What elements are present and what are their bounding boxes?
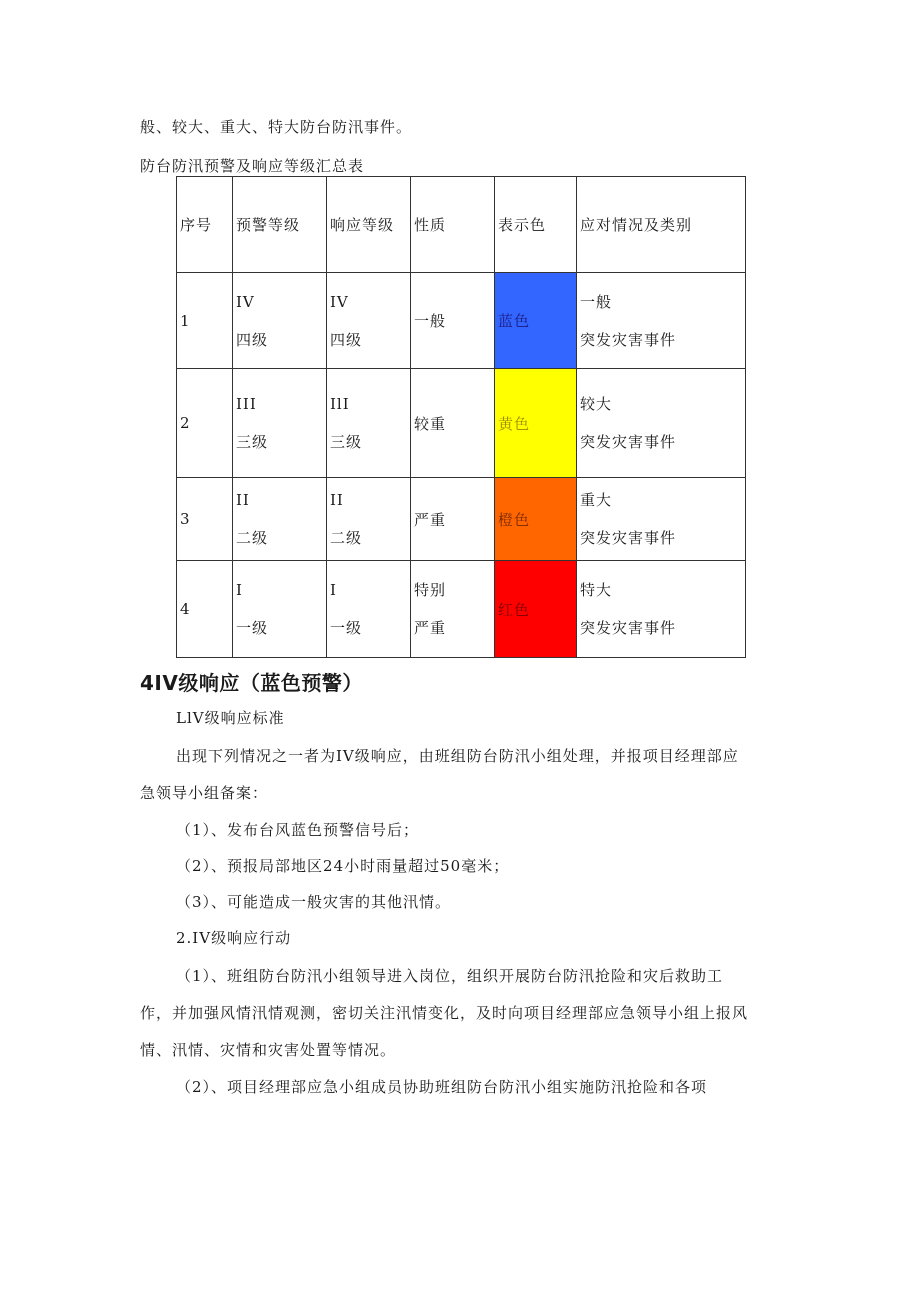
row-situation (577, 369, 746, 478)
row-response-level (327, 561, 411, 658)
response-roman: IV (330, 292, 349, 311)
header-response-level: 响应等级 (327, 177, 411, 273)
row-response-level (327, 369, 411, 478)
table-row (177, 561, 746, 658)
table-header-row (177, 177, 746, 273)
situation-level: 重大 (580, 491, 613, 509)
paragraph-line: 出现下列情况之一者为IV级响应，由班组防台防汛小组处理，并报项目经理部应 (176, 747, 739, 765)
paragraph-line: （2）、项目经理部应急小组成员协助班组防台防汛小组实施防汛抢险和各项 (176, 1078, 708, 1096)
row-nature (411, 561, 495, 658)
row-warning-level (233, 478, 327, 561)
warning-chinese: 一级 (236, 619, 269, 637)
row-no: 1 (177, 273, 233, 369)
response-chinese: 二级 (330, 529, 363, 547)
sub-heading-action: 2.IV级响应行动 (176, 929, 292, 947)
paragraph-line: （1）、班组防台防汛小组领导进入岗位，组织开展防台防汛抢险和灾后救助工 (176, 967, 724, 985)
row-nature: 一般 (411, 273, 495, 369)
list-item: （3）、可能造成一般灾害的其他汛情。 (176, 893, 452, 911)
nature-line-1: 特别 (414, 581, 447, 599)
row-no: 2 (177, 369, 233, 478)
table-row (177, 478, 746, 561)
row-situation (577, 273, 746, 369)
row-color-swatch: 橙色 (495, 478, 577, 561)
warning-chinese: 三级 (236, 433, 269, 451)
list-item: （2）、预报局部地区24小时雨量超过50毫米； (176, 857, 510, 875)
situation-type: 突发灾害事件 (580, 529, 677, 547)
row-color-swatch: 黄色 (495, 369, 577, 478)
row-warning-level (233, 273, 327, 369)
row-no: 4 (177, 561, 233, 658)
row-situation (577, 478, 746, 561)
warning-roman: IV (236, 292, 255, 311)
response-roman: II (330, 491, 344, 509)
header-warning-level: 预警等级 (233, 177, 327, 273)
row-response-level (327, 273, 411, 369)
response-chinese: 四级 (330, 330, 363, 349)
intro-line: 般、较大、重大、特大防台防汛事件。 (140, 118, 413, 136)
row-nature: 较重 (411, 369, 495, 478)
situation-level: 一般 (580, 292, 613, 311)
row-no: 3 (177, 478, 233, 561)
warning-roman: II (236, 491, 250, 509)
response-roman: IlI (330, 395, 350, 413)
sub-heading-standard: LlV级响应标准 (176, 709, 285, 727)
nature-line-2: 严重 (414, 619, 447, 637)
row-warning-level (233, 369, 327, 478)
header-nature: 性质 (411, 177, 495, 273)
row-situation (577, 561, 746, 658)
situation-level: 较大 (580, 395, 613, 413)
situation-level: 特大 (580, 581, 613, 599)
row-color-swatch: 蓝色 (495, 273, 577, 369)
response-roman: I (330, 581, 337, 599)
row-color-swatch: 红色 (495, 561, 577, 658)
header-situation: 应对情况及类别 (577, 177, 746, 273)
row-warning-level (233, 561, 327, 658)
row-response-level (327, 478, 411, 561)
warning-summary-table (176, 176, 746, 658)
response-chinese: 一级 (330, 619, 363, 637)
row-nature: 严重 (411, 478, 495, 561)
warning-roman: I (236, 581, 243, 599)
table-row (177, 273, 746, 369)
header-no: 序号 (177, 177, 233, 273)
situation-type: 突发灾害事件 (580, 619, 677, 637)
section-heading: 4IV级响应（蓝色预警） (140, 671, 363, 695)
paragraph-line: 作，并加强风情汛情观测，密切关注汛情变化，及时向项目经理部应急领导小组上报风 (140, 1004, 749, 1022)
paragraph-line: 急领导小组备案： (140, 784, 269, 802)
warning-roman: III (236, 395, 257, 413)
warning-chinese: 二级 (236, 529, 269, 547)
list-item: （1）、发布台风蓝色预警信号后； (176, 821, 420, 839)
response-chinese: 三级 (330, 433, 363, 451)
header-color: 表示色 (495, 177, 577, 273)
warning-chinese: 四级 (236, 330, 269, 349)
paragraph-line: 情、汛情、灾情和灾害处置等情况。 (140, 1041, 397, 1059)
table-row (177, 369, 746, 478)
situation-type: 突发灾害事件 (580, 330, 677, 349)
situation-type: 突发灾害事件 (580, 433, 677, 451)
table-caption: 防台防汛预警及响应等级汇总表 (140, 157, 365, 175)
